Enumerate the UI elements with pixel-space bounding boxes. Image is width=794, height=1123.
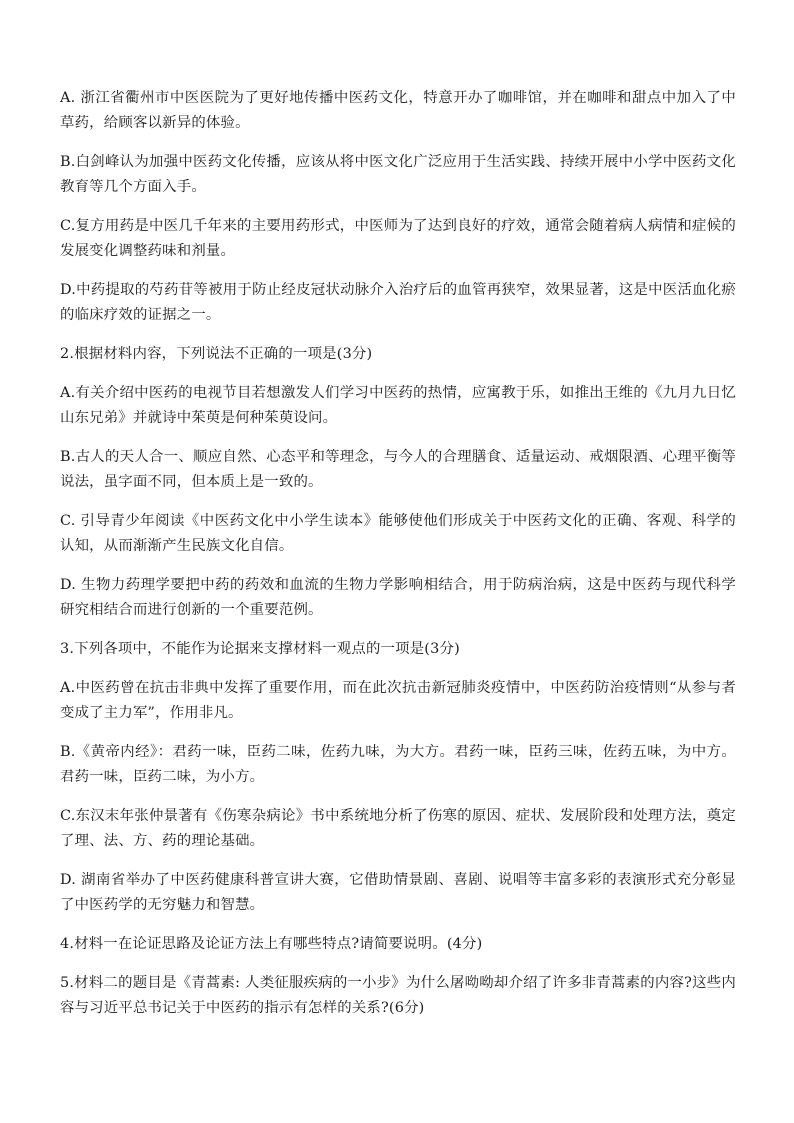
question-4: 4.材料一在论证思路及论证方法上有哪些特点?请简要说明。(4分) bbox=[60, 936, 483, 952]
question-2: 2.根据材料内容，下列说法不正确的一项是(3分) bbox=[60, 346, 373, 362]
q2-option-c: C. 引导青少年阅读《中医药文化中小学生读本》能够使他们形成关于中医药文化的正确、客观、科学的认知，从而渐渐产生民族文化自信。 bbox=[60, 513, 736, 554]
q2-option-b: B.古人的天人合一、顺应自然、心态平和等理念，与今人的合理膳食、适量运动、戒烟限酒、心理平衡等说法，虽字面不同，但本质上是一致的。 bbox=[60, 449, 736, 490]
option-b: B.白剑峰认为加强中医药文化传播，应该从将中医文化广泛应用于生活实践、持续开展中小学中医药文化教育等几个方面入手。 bbox=[60, 154, 736, 195]
q3-option-b: B.《黄帝内经》：君药一味，臣药二味，佐药九味，为大方。君药一味，臣药三味，佐药五味，为中方。君药一味，臣药二味，为小方。 bbox=[60, 744, 736, 785]
q2-option-d: D. 生物力药理学要把中药的药效和血流的生物力学影响相结合，用于防病治病，这是中医药与现代科学研究相结合而进行创新的一个重要范例。 bbox=[60, 577, 736, 618]
document-page bbox=[60, 86, 736, 1035]
question-3: 3.下列各项中，不能作为论据来支撑材料一观点的一项是(3分) bbox=[60, 641, 460, 657]
q3-option-c: C.东汉末年张仲景著有《伤寒杂病论》书中系统地分析了伤寒的原因、症状、发展阶段和处理方法，奠定了理、法、方、药的理论基础。 bbox=[60, 808, 736, 849]
option-d: D.中药提取的芍药苷等被用于防止经皮冠状动脉介入治疗后的血管再狭窄，效果显著，这是中医活血化瘀的临床疗效的证据之一。 bbox=[60, 282, 736, 323]
q2-option-a: A.有关介绍中医药的电视节目若想激发人们学习中医药的热情，应寓教于乐，如推出王维的《九月九日忆山东兄弟》并就诗中茱萸是何种茱萸设问。 bbox=[60, 385, 736, 426]
option-c: C.复方用药是中医几千年来的主要用药形式，中医师为了达到良好的疗效，通常会随着病人病情和症候的发展变化调整药味和剂量。 bbox=[60, 218, 736, 259]
q3-option-d: D. 湖南省举办了中医药健康科普宣讲大赛，它借助情景剧、喜剧、说唱等丰富多彩的表演形式充分彰显了中医药学的无穷魅力和智慧。 bbox=[60, 872, 736, 913]
question-5: 5.材料二的题目是《青蒿素: 人类征服疾病的一小步》为什么屠呦呦却介绍了许多非青蒿素的内容?这些内容与习近平总书记关于中医药的指示有怎样的关系?(6分) bbox=[60, 975, 736, 1016]
q3-option-a: A.中医药曾在抗击非典中发挥了重要作用，而在此次抗击新冠肺炎疫情中，中医药防治疫情则“从参与者变成了主力军”，作用非凡。 bbox=[60, 680, 736, 721]
option-a: A. 浙江省衢州市中医医院为了更好地传播中医药文化，特意开办了咖啡馆，并在咖啡和甜点中加入了中草药，给顾客以新异的体验。 bbox=[60, 90, 736, 131]
